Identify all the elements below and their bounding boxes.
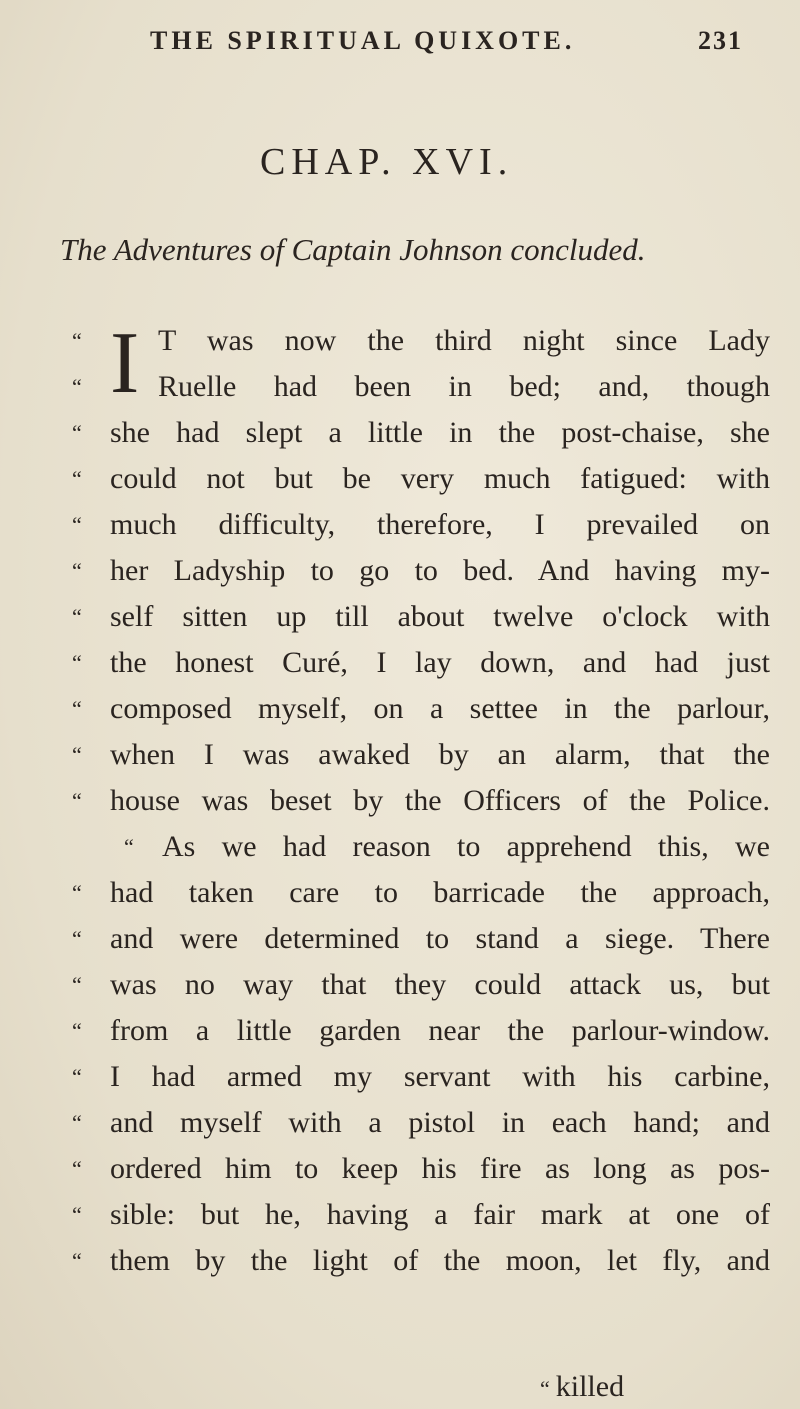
line-text: As we had reason to apprehend this, we (162, 830, 770, 863)
quote-mark: “ (72, 880, 82, 905)
quote-mark: “ (72, 1202, 82, 1227)
line-text: and were determined to stand a siege. There (110, 922, 770, 955)
catchword (540, 1370, 624, 1404)
quote-mark: “ (72, 1018, 82, 1043)
text-line (72, 778, 770, 824)
quote-mark: “ (72, 1156, 82, 1181)
line-text: much difficulty, therefore, I prevailed on (110, 508, 770, 541)
quote-mark: “ (72, 1248, 82, 1273)
text-line (72, 410, 770, 456)
text-line (72, 1054, 770, 1100)
line-text: when I was awaked by an alarm, that the (110, 738, 770, 771)
line-text: them by the light of the moon, let fly, and (110, 1244, 770, 1277)
text-line (72, 916, 770, 962)
catchword-text: killed (555, 1370, 625, 1403)
text-line (72, 1238, 770, 1284)
text-line (72, 962, 770, 1008)
line-text: had taken care to barricade the approach, (110, 876, 770, 909)
line-text: house was beset by the Officers of the Police. (110, 784, 770, 817)
line-text: self sitten up till about twelve o'clock with (110, 600, 770, 633)
quote-mark: “ (72, 1064, 82, 1089)
quote-mark: “ (72, 1110, 82, 1135)
quote-mark: “ (72, 374, 82, 399)
line-text: her Ladyship to go to bed. And having my- (110, 554, 770, 587)
body-text (72, 315, 770, 1284)
page-number: 231 (698, 26, 743, 55)
text-line (72, 548, 770, 594)
text-line (72, 456, 770, 502)
line-text: was no way that they could attack us, but (110, 968, 770, 1001)
quote-mark: “ (72, 926, 82, 951)
quote-mark: “ (72, 466, 82, 491)
line-text: ordered him to keep his fire as long as pos- (110, 1152, 770, 1185)
quote-mark: “ (72, 420, 82, 445)
quote-mark: “ (72, 512, 82, 537)
line-text: Ruelle had been in bed; and, though (158, 370, 770, 403)
line-text: sible: but he, having a fair mark at one of (110, 1198, 770, 1231)
drop-cap: I (110, 315, 140, 412)
line-text: and myself with a pistol in each hand; and (110, 1106, 770, 1139)
running-header (0, 18, 800, 78)
text-line (72, 1100, 770, 1146)
quote-mark: “ (72, 972, 82, 997)
quote-mark: “ (540, 1376, 550, 1401)
line-text: composed myself, on a settee in the parlour, (110, 692, 770, 725)
text-line (72, 502, 770, 548)
chapter-subtitle: The Adventures of Captain Johnson concluded. (60, 232, 646, 267)
quote-mark: “ (72, 650, 82, 675)
text-line (72, 640, 770, 686)
text-line (72, 364, 770, 410)
text-line (72, 686, 770, 732)
text-line (72, 870, 770, 916)
running-title: THE SPIRITUAL QUIXOTE. (150, 26, 576, 55)
line-text: T was now the third night since Lady (158, 324, 770, 357)
line-text: from a little garden near the parlour-window. (110, 1014, 770, 1047)
line-text: she had slept a little in the post-chaise, she (110, 416, 770, 449)
quote-mark: “ (72, 696, 82, 721)
line-text: the honest Curé, I lay down, and had just (110, 646, 770, 679)
quote-mark: “ (72, 604, 82, 629)
quote-mark: “ (72, 558, 82, 583)
line-text: I had armed my servant with his carbine, (110, 1060, 770, 1093)
text-line (72, 732, 770, 778)
quote-mark: “ (72, 742, 82, 767)
quote-mark: “ (72, 328, 82, 353)
line-text: could not but be very much fatigued: with (110, 462, 770, 495)
chapter-heading: CHAP. XVI. (260, 141, 514, 183)
quote-mark: “ (72, 788, 82, 813)
text-line (72, 594, 770, 640)
text-line (72, 1008, 770, 1054)
quote-mark: “ (124, 834, 134, 859)
text-line (72, 1146, 770, 1192)
text-line (72, 1192, 770, 1238)
text-line (110, 824, 770, 870)
